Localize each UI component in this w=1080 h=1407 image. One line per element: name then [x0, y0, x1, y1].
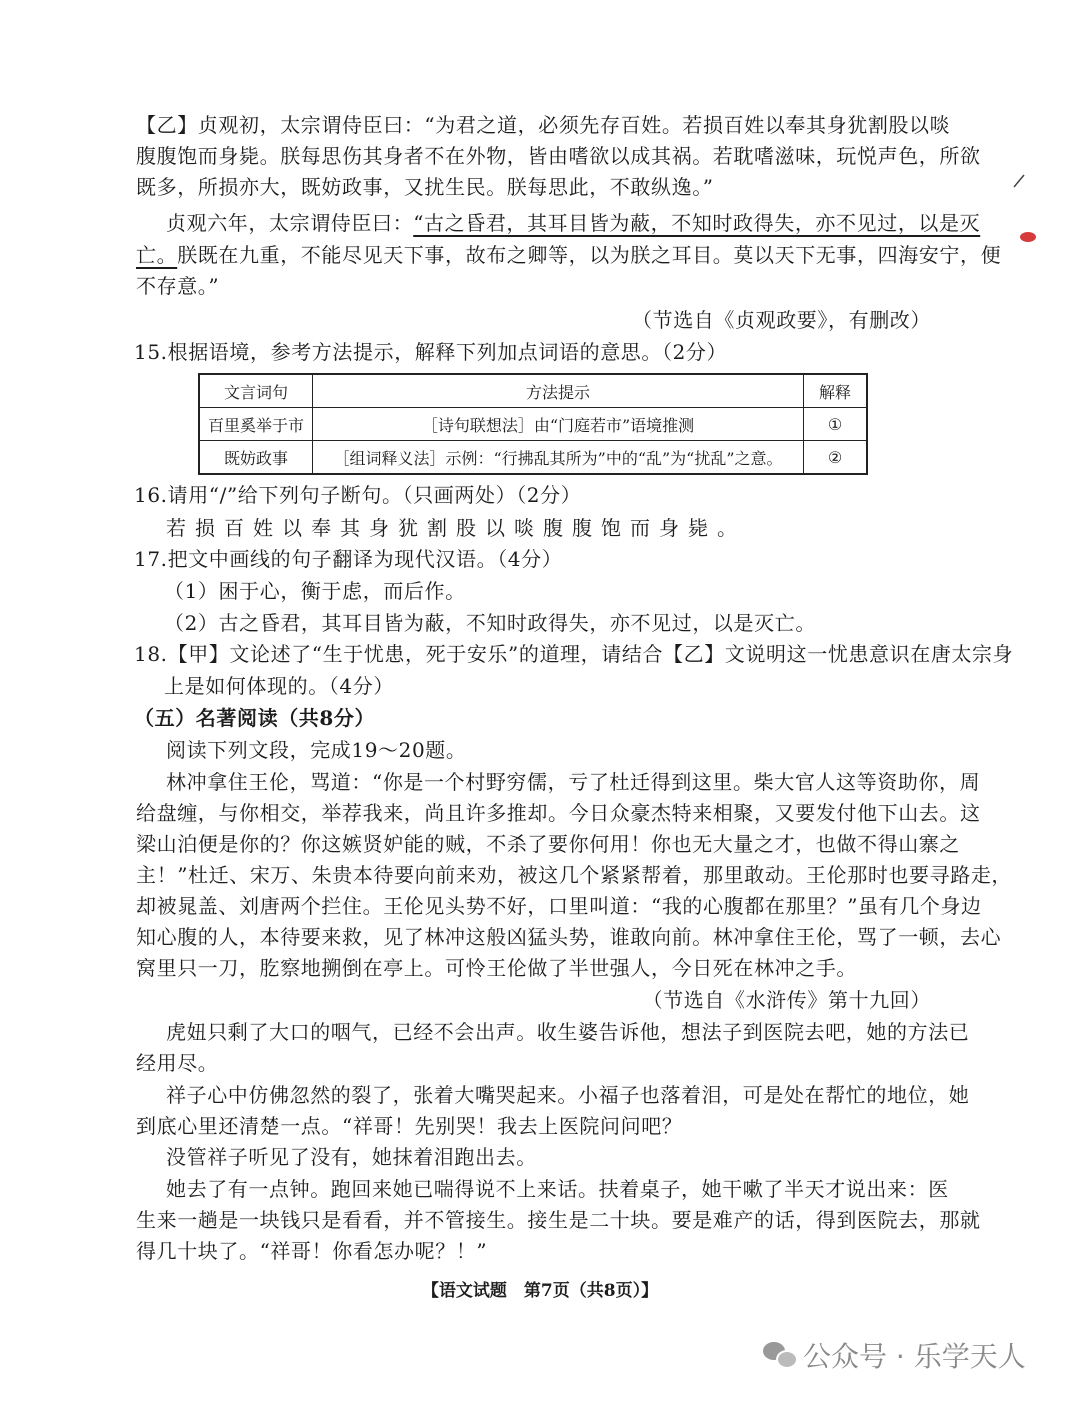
yi-source: （节选自《贞观政要》，有删改）: [632, 308, 931, 332]
q16-sentence: 若损百姓以奉其身犹割股以啖腹腹饱而身毙。: [166, 516, 746, 540]
lt-p3: 没管祥子听见了没有，她抹着泪跑出去。: [166, 1145, 537, 1169]
lt-p2-line2: 到底心里还清楚一点。“祥哥！先别哭！我去上医院问问吧？: [136, 1114, 683, 1138]
shz-line6: 知心腹的人，本待要来救，见了林冲这般凶猛头势，谁敢向前。林冲拿住王伦，骂了一顿，去心: [136, 925, 1002, 949]
yi-p2-rest: 朕既在九重，不能尽见天下事，故布之卿等，以为朕之耳目。莫以天下无事，四海安宁，便: [177, 243, 1002, 267]
yi-p2-line2: [136, 240, 1002, 270]
header-phrase: 文言词句: [199, 374, 313, 408]
lt-p4-line3: 得几十块了。“祥哥！你看怎办呢？！”: [136, 1239, 488, 1263]
shz-line7: 窝里只一刀，肐察地搠倒在亭上。可怜王伦做了半世强人，今日死在林冲之手。: [136, 956, 857, 980]
page-footer: 【语文试题 第7页（共8页）】: [421, 1281, 659, 1301]
lt-p4-line2: 生来一趟是一块钱只是看看，并不管接生。接生是二十块。要是难产的话，得到医院去，那就: [136, 1208, 981, 1232]
row1-phrase: 百里奚举于市: [199, 408, 313, 441]
yi-p1-line1: 【乙】贞观初，太宗谓侍臣曰：“为君之道，必须先存百姓。若损百姓以奉其身犹割股以啖: [136, 113, 951, 137]
row2-hint: ［组词释义法］示例：“行拂乱其所为”中的“乱”为“扰乱”之意。: [313, 441, 804, 475]
header-answer: 解释: [804, 374, 868, 408]
yi-p1-line3: 既多，所损亦大，既妨政事，又扰生民。朕每思此，不敢纵逸。”: [136, 175, 714, 199]
table-row: [199, 408, 867, 441]
q17-text: 17.把文中画线的句子翻译为现代汉语。（4分）: [134, 547, 563, 571]
yi-p2-line3: 不存意。”: [136, 274, 220, 298]
q17-sentence2: （2）古之昏君，其耳目皆为蔽，不知时政得失，亦不见过，以是灭亡。: [164, 611, 816, 635]
q15-text: 15.根据语境，参考方法提示，解释下列加点词语的意思。（2分）: [134, 340, 728, 364]
row2-phrase: 既妨政事: [199, 441, 313, 475]
yi-underlined-sentence-part2: 亡。: [136, 243, 178, 267]
lt-p4-line1: 她去了有一点钟。跑回来她已喘得说不上来话。扶着桌子，她干嗽了半天才说出来：医: [166, 1177, 949, 1201]
lt-p1-line1: 虎妞只剩了大口的咽气，已经不会出声。收生婆告诉他，想法子到医院去吧，她的方法已: [166, 1020, 970, 1044]
wechat-icon: [763, 1342, 795, 1368]
table-header-row: [199, 374, 867, 408]
shz-line1: 林冲拿住王伦，骂道：“你是一个村野穷儒，亏了杜迁得到这里。柴大官人这等资助你，周: [166, 770, 981, 794]
lt-p2-line1: 祥子心中仿佛忽然的裂了，张着大嘴哭起来。小福子也落着泪，可是处在帮忙的地位，她: [166, 1083, 970, 1107]
row1-hint: ［诗句联想法］由“门庭若市”语境推测: [313, 408, 804, 441]
header-hint: 方法提示: [313, 374, 804, 408]
yi-p1-line2: 腹腹饱而身毙。朕每思伤其身者不在外物，皆由嗜欲以成其祸。若耽嗜滋味，玩悦声色，所欲: [136, 144, 981, 168]
shz-line2: 给盘缠，与你相交，举荐我来，尚且许多推却。今日众豪杰特来相聚，又要发付他下山去。这: [136, 801, 981, 825]
lt-p1-line2: 经用尽。: [136, 1051, 219, 1075]
section5-intro: 阅读下列文段，完成19～20题。: [166, 738, 467, 762]
table-row: [199, 441, 867, 475]
yi-underlined-sentence-part1: “古之昏君，其耳目皆为蔽，不知时政得失，亦不见过，以是灭: [413, 211, 981, 235]
watermark-text: 公众号 · 乐学天人: [803, 1340, 1026, 1373]
ink-marks: [1000, 165, 1060, 385]
shz-source: （节选自《水浒传》第十九回）: [642, 988, 931, 1012]
q17-sentence1: （1）困于心，衡于虑，而后作。: [164, 579, 466, 603]
q16-text: 16.请用“/”给下列句子断句。（只画两处）（2分）: [134, 483, 582, 507]
method-table: [198, 373, 868, 475]
shz-line3: 梁山泊便是你的？你这嫉贤妒能的贼，不杀了要你何用！你也无大量之才，也做不得山寨之: [136, 832, 960, 856]
shz-line4: 主！”杜迁、宋万、朱贵本待要向前来劝，被这几个紧紧帮着，那里敢动。王伦那时也要寻路走，: [136, 863, 1013, 887]
q18-line2: 上是如何体现的。（4分）: [164, 674, 394, 698]
yi-p2-intro: 贞观六年，太宗谓侍臣曰：: [166, 211, 414, 235]
row2-answer: ②: [804, 441, 868, 475]
section5-title: （五）名著阅读（共8分）: [134, 706, 376, 730]
yi-p2-line1: [166, 208, 981, 238]
watermark: [763, 1330, 1026, 1380]
shz-line5: 却被晁盖、刘唐两个拦住。王伦见头势不好，口里叫道：“我的心腹都在那里？”虽有几个身边: [136, 894, 982, 918]
q18-line1: 18.【甲】文论述了“生于忧患，死于安乐”的道理，请结合【乙】文说明这一忧患意识在唐太宗身: [134, 642, 1014, 666]
row1-answer: ①: [804, 408, 868, 441]
